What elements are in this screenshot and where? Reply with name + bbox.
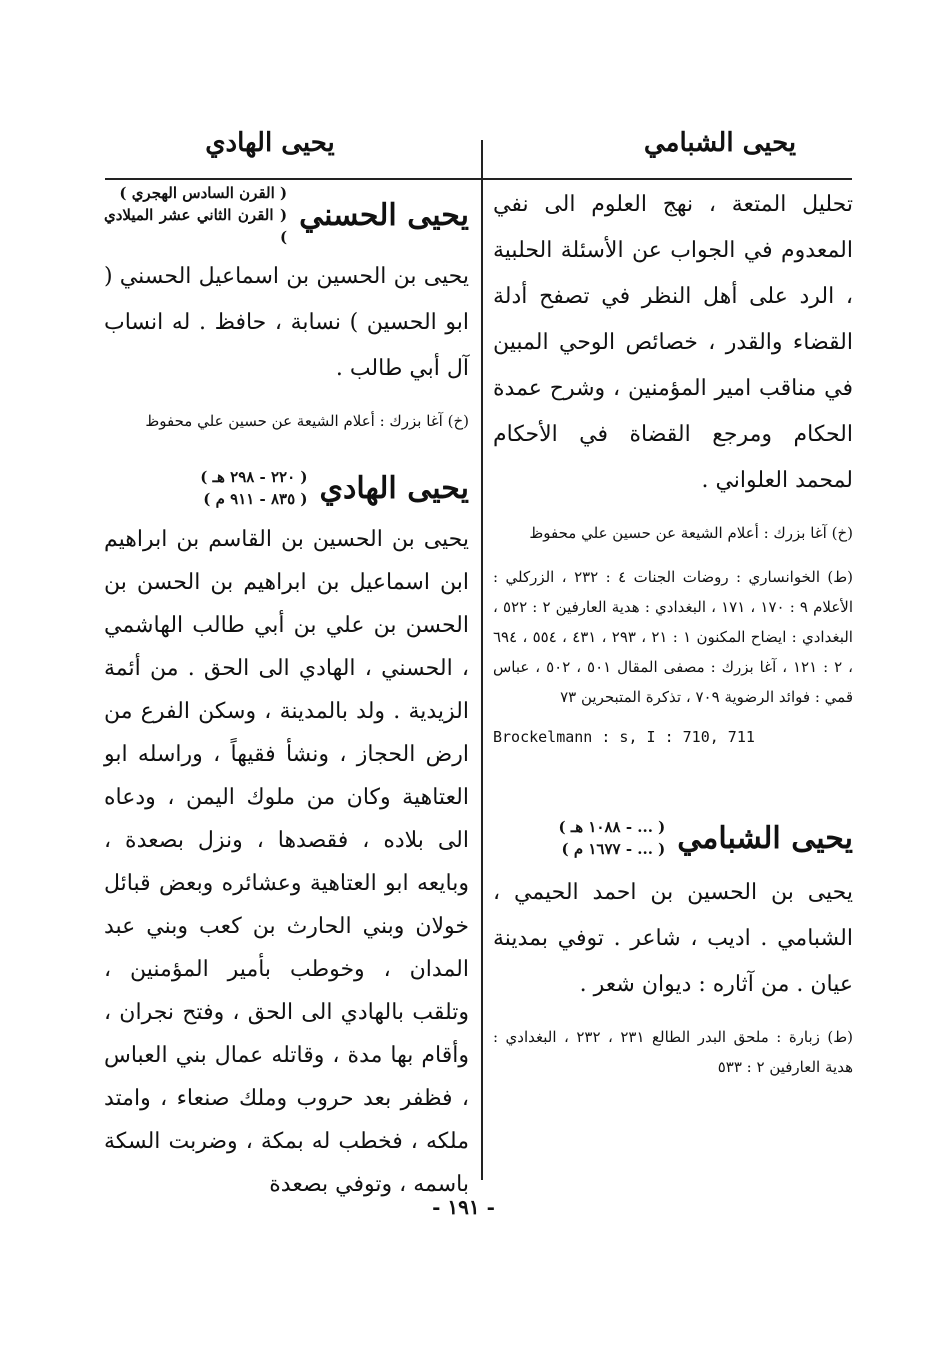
entry-dates xyxy=(104,182,287,248)
entry-body: يحيى بن الحسين بن اسماعيل الحسني ( ابو الحسين ) نسابة ، حافظ . له انساب آل أبي طالب . xyxy=(104,264,469,381)
column-divider xyxy=(481,140,483,1180)
date-hijri: ( ... - ١٠٨٨ هـ ) xyxy=(558,818,666,836)
source-manuscript: (خ) آغا بزرك : أعلام الشيعة عن حسين علي محفوظ xyxy=(529,524,853,542)
page-number: - ١٩١ - xyxy=(432,1195,495,1219)
date-hijri: ( ٢٢٠ - ٢٩٨ هـ ) xyxy=(200,468,308,486)
entry-spacer xyxy=(493,746,853,816)
date-gregorian: ( ٨٣٥ - ٩١١ م ) xyxy=(203,490,308,508)
entry-source: (ط) زبارة : ملحق البدر الطالع ٢٣١ ، ٢٣٢ ، البغدادي : هدية العارفين ٢ : ٥٣٣ xyxy=(493,1028,853,1076)
entry-heading xyxy=(104,182,469,248)
running-header-right: يحيى الشبامي xyxy=(643,128,797,158)
running-header-left: يحيى الهادي xyxy=(205,128,335,158)
entry-dates xyxy=(559,816,666,860)
date-gregorian: ( ... - ١٦٧٧ م ) xyxy=(561,840,666,858)
right-column xyxy=(493,182,853,1082)
source-printed: (ط) الخوانساري : روضات الجنات ٤ : ٢٣٢ ، الزركلي : الأعلام ٩ : ١٧٠ ، ١٧١ ، البغدادي : هدية العارفين ٢ : ٥٢٢ ، البغدادي : ايضاح المكنون ١ : ٢١ ، ٢٩٣ ، ٤٣١ ، ٥٥٤ ، ٦٩٤ ، ٢ : ١٢١ ، آغا بزرك : مصفى المقال ٥٠١ ، ٥٠٢ ، عباس قمي : فوائد الرضوية ٧٠٩ ، تذكرة المتبحرين ٧٣ xyxy=(493,568,853,706)
entry-name: يحيى الهادي xyxy=(319,470,469,506)
header-rule xyxy=(105,178,852,180)
entry-name: يحيى الشبامي xyxy=(677,820,853,856)
entry-body: يحيى بن الحسين بن القاسم بن ابراهيم ابن اسماعيل بن ابراهيم بن الحسن بن الحسن بن علي بن أبي طالب الهاشمي ، الحسني ، الهادي الى الحق . من أئمة الزيدية . ولد بالمدينة ، وسكن الفرع من ارض الحجاز ، ونشأ فقيهاً ، وراسله ابو العتاهية وكان من ملوك اليمن ، ودعاه الى بلاده ، فقصدها ، ونزل بصعدة ، وبايعه ابو العتاهية وعشائره وبعض قبائل خولان وبني الحارث بن كعب وبني عبد المدان ، وخوطب بأمير المؤمنين ، وتلقب بالهادي الى الحق ، وفتح نجران ، وأقام بها مدة ، وقاتله عمال بني العباس ، فظفر بعد حروب وملك صنعاء ، وامتد ملكه ، فخطب له بمكة ، وضربت السكة باسمه ، وتوفي بصعدة xyxy=(104,527,469,1197)
entry-source: (خ) آغا بزرك : أعلام الشيعة عن حسين علي محفوظ xyxy=(145,412,469,430)
date-century-greg: ( القرن الثاني عشر الميلادي ) xyxy=(104,206,288,246)
entry-spacer xyxy=(104,436,469,466)
entry-body: يحيى بن الحسين بن احمد الحيمي ، الشبامي . اديب ، شاعر . توفي بمدينة عيان . من آثاره : ديوان شعر . xyxy=(493,880,853,997)
date-century-hijri: ( القرن السادس الهجري ) xyxy=(119,184,288,202)
left-column xyxy=(104,182,469,1206)
latin-reference: Brockelmann : s, I : 710, 711 xyxy=(493,728,755,746)
entry-heading xyxy=(104,466,469,510)
entry-heading xyxy=(493,816,853,860)
entry-dates xyxy=(200,466,307,510)
entry-name: يحيى الحسني xyxy=(299,197,469,233)
continuation-text: تحليل المتعة ، نهج العلوم الى نفي المعدوم في الجواب عن الأسئلة الحلبية ، الرد على أهل النظر في تصفح أدلة القضاء والقدر ، خصائص الوحي المبين في مناقب امير المؤمنين ، وشرح عمدة الحكام ومرجع القضاة في الأحكام لمحمد العلواني . xyxy=(493,192,853,493)
